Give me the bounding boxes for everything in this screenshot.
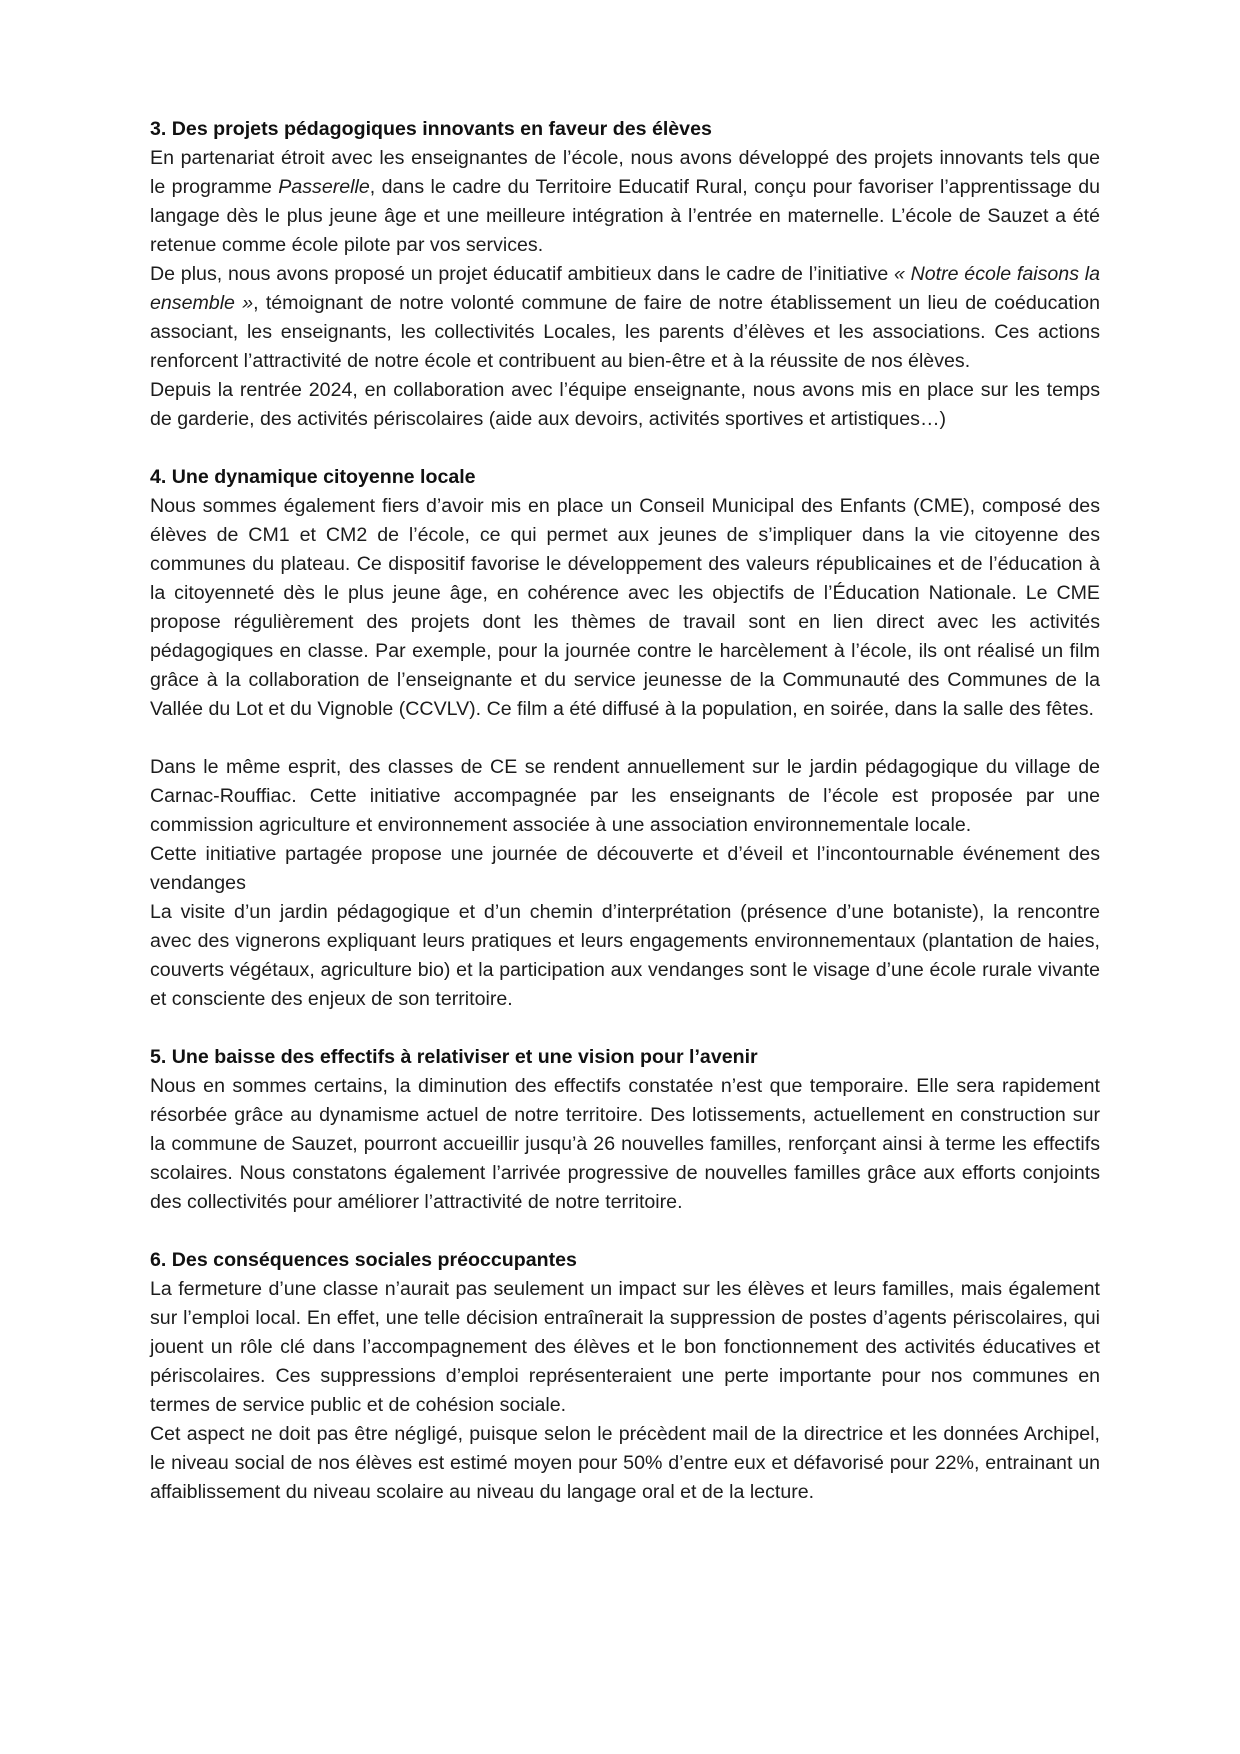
paragraph-text: , témoignant de notre volonté commune de faire de notre établissement un lieu de coéducation associant, les enseignants, les collectivités Locales, les parents d’élèves et les associations. Ces actions renforcent l’attractivité de notre école et contribuent au bien-être et à la réussite de nos élèves. bbox=[150, 292, 1100, 372]
paragraph-text: , dans le cadre du Territoire Educatif Rural, conçu pour favoriser l’apprentissage du langage dès le plus jeune âge et une meilleure intégration à l’entrée en maternelle. L’école de Sauzet a été retenue comme école pilote par vos services. bbox=[150, 176, 1100, 256]
section-projets-pedagogiques bbox=[150, 115, 1100, 434]
paragraph bbox=[150, 753, 1100, 840]
section-heading: 3. Des projets pédagogiques innovants en faveur des élèves bbox=[150, 118, 712, 140]
paragraph bbox=[150, 898, 1100, 1014]
paragraph-text: Nous sommes également fiers d’avoir mis en place un Conseil Municipal des Enfants (CME), composé des élèves de CM1 et CM2 de l’école, ce qui permet aux jeunes de s’impliquer dans la vie citoyenne des communes du plateau. Ce dispositif favorise le développement des valeurs républicaines et de l’éducation à la citoyenneté dès le plus jeune âge, en cohérence avec les objectifs de l’Éducation Nationale. Le CME propose régulièrement des projets dont les thèmes de travail sont en lien direct avec les activités pédagogiques en classe. Par exemple, pour la journée contre le harcèlement à l’école, ils ont réalisé un film grâce à la collaboration de l’enseignante et du service jeunesse de la Communauté des Communes de la Vallée du Lot et du Vignoble (CCVLV). Ce film a été diffusé à la population, en soirée, dans la salle des fêtes. bbox=[150, 495, 1100, 720]
section-baisse-effectifs bbox=[150, 1043, 1100, 1217]
paragraph bbox=[150, 492, 1100, 724]
paragraph-text: Nous en sommes certains, la diminution des effectifs constatée n’est que temporaire. Elle sera rapidement résorbée grâce au dynamisme actuel de notre territoire. Des lotissements, actuellement en construction sur la commune de Sauzet, pourront accueillir jusqu’à 26 nouvelles familles, renforçant ainsi à terme les effectifs scolaires. Nous constatons également l’arrivée progressive de nouvelles familles grâce aux efforts conjoints des collectivités pour améliorer l’attractivité de notre territoire. bbox=[150, 1075, 1100, 1213]
paragraph-text: Cette initiative partagée propose une journée de découverte et d’éveil et l’incontournable événement des vendanges bbox=[150, 843, 1100, 894]
paragraph-text: La visite d’un jardin pédagogique et d’un chemin d’interprétation (présence d’une botaniste), la rencontre avec des vignerons expliquant leurs pratiques et leurs engagements environnementaux (plantation de haies, couverts végétaux, agriculture bio) et la participation aux vendanges sont le visage d’une école rurale vivante et consciente des enjeux de son territoire. bbox=[150, 901, 1100, 1010]
paragraph-text: En partenariat étroit avec les enseignantes de l’école, nous avons développé des projets innovants tels que le programme bbox=[150, 147, 1100, 198]
paragraph bbox=[150, 1420, 1100, 1507]
paragraph-text: Dans le même esprit, des classes de CE se rendent annuellement sur le jardin pédagogique du village de Carnac-Rouffiac. Cette initiative accompagnée par les enseignants de l’école est proposée par une commission agriculture et environnement associée à une association environnementale locale. bbox=[150, 756, 1100, 836]
section-heading: 6. Des conséquences sociales préoccupantes bbox=[150, 1249, 577, 1271]
paragraph-text: La fermeture d’une classe n’aurait pas seulement un impact sur les élèves et leurs familles, mais également sur l’emploi local. En effet, une telle décision entraînerait la suppression de postes d’agents périscolaires, qui jouent un rôle clé dans l’accompagnement des élèves et le bon fonctionnement des activités éducatives et périscolaires. Ces suppressions d’emploi représenteraient une perte importante pour nos communes en termes de service public et de cohésion sociale. bbox=[150, 1278, 1100, 1416]
paragraph-text: Cet aspect ne doit pas être négligé, puisque selon le précèdent mail de la directrice et les données Archipel, le niveau social de nos élèves est estimé moyen pour 50% d’entre eux et défavorisé pour 22%, entrainant un affaiblissement du niveau scolaire au niveau du langage oral et de la lecture. bbox=[150, 1423, 1100, 1503]
emphasis-text: Passerelle bbox=[278, 176, 370, 198]
section-heading: 4. Une dynamique citoyenne locale bbox=[150, 466, 476, 488]
paragraph bbox=[150, 840, 1100, 898]
section-heading: 5. Une baisse des effectifs à relativiser et une vision pour l’avenir bbox=[150, 1046, 758, 1068]
document-page bbox=[150, 115, 1100, 1507]
section-dynamique-citoyenne bbox=[150, 463, 1100, 1014]
paragraph-text: De plus, nous avons proposé un projet éducatif ambitieux dans le cadre de l’initiative bbox=[150, 263, 894, 285]
paragraph bbox=[150, 144, 1100, 260]
paragraph bbox=[150, 260, 1100, 376]
paragraph bbox=[150, 376, 1100, 434]
paragraph bbox=[150, 1275, 1100, 1420]
section-consequences-sociales bbox=[150, 1246, 1100, 1507]
emphasis-text: « Notre école faisons la ensemble » bbox=[150, 263, 1101, 314]
paragraph bbox=[150, 1072, 1100, 1217]
paragraph-text: Depuis la rentrée 2024, en collaboration avec l’équipe enseignante, nous avons mis en place sur les temps de garderie, des activités périscolaires (aide aux devoirs, activités sportives et artistiques…) bbox=[150, 379, 1100, 430]
